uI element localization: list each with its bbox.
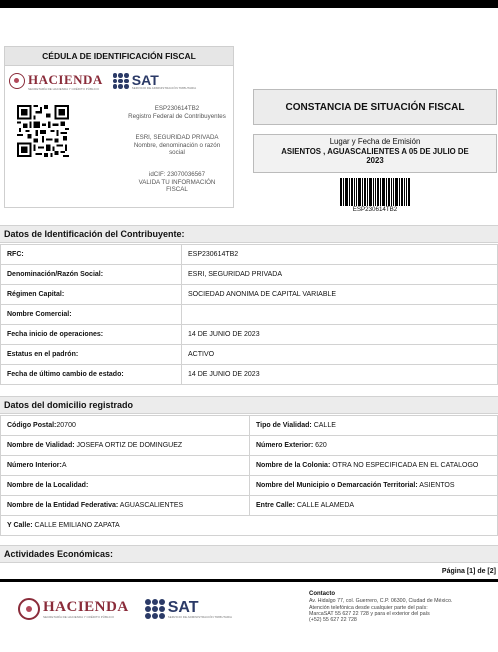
row-value: ESRI, SEGURIDAD PRIVADA: [182, 265, 498, 285]
row-label: Régimen Capital:: [1, 285, 182, 305]
row-label: Fecha de último cambio de estado:: [1, 365, 182, 385]
field-value: CALLE ALAMEDA: [294, 502, 355, 509]
field-value: OTRA NO ESPECIFICADA EN EL CATALOGO: [330, 462, 479, 469]
row-value: 14 DE JUNIO DE 2023: [182, 325, 498, 345]
contact-line: Atención telefónica desde cualquier parte del país:: [309, 604, 428, 611]
table-row: [1, 245, 498, 265]
field-label: Y Calle:: [7, 522, 33, 529]
field-label: Código Postal:: [7, 422, 57, 429]
footer-logos: [18, 598, 232, 620]
cedula-rfc-caption: Registro Federal de Contribuyentes: [128, 112, 226, 120]
identificacion-section-title: Datos de Identificación del Contribuyente:: [0, 225, 498, 243]
lugar-value: ASIENTOS , AGUASCALIENTES A 05 DE JULIO DE: [281, 146, 469, 156]
field-label: Nombre de la Localidad:: [7, 482, 89, 489]
row-label: Denominación/Razón Social:: [1, 265, 182, 285]
contact-line: (+52) 55 627 22 728: [309, 617, 357, 624]
sat-dots-icon: [145, 599, 165, 619]
field-value: ASIENTOS: [417, 482, 455, 489]
table-row: [1, 305, 498, 325]
hacienda-emblem-icon: [18, 598, 40, 620]
footer-contact: [309, 591, 497, 623]
sat-dots-icon: [113, 73, 129, 89]
table-row: [1, 285, 498, 305]
domicilio-table: [0, 415, 498, 536]
row-value: [182, 305, 498, 325]
cedula-title: CÉDULA DE IDENTIFICACIÓN FISCAL: [5, 47, 233, 66]
hacienda-wordmark: HACIENDA: [43, 599, 129, 615]
field-label: Número Interior:: [7, 462, 62, 469]
contact-line: Av. Hidalgo 77, col. Guerrero, C.P. 06300, Ciudad de México.: [309, 598, 453, 605]
field-value: 20700: [56, 422, 76, 429]
table-row: [1, 456, 498, 476]
field-value: CALLE EMILIANO ZAPATA: [32, 522, 120, 529]
sat-logo: [113, 72, 196, 90]
field-value: JOSEFA ORTIZ DE DOMINGUEZ: [74, 442, 183, 449]
cedula-identificacion-fiscal: [4, 46, 234, 208]
hacienda-emblem-icon: [9, 73, 25, 89]
cedula-logos: [9, 71, 229, 91]
table-row: [1, 496, 498, 516]
hacienda-wordmark: HACIENDA: [28, 71, 103, 87]
page-rule: [0, 579, 498, 582]
top-black-bar: [0, 0, 498, 8]
field-value: 620: [313, 442, 327, 449]
barcode-label: ESP230614TB2: [352, 206, 398, 213]
table-row: [1, 516, 498, 536]
table-row: [1, 325, 498, 345]
constancia-title: CONSTANCIA DE SITUACIÓN FISCAL: [253, 89, 497, 125]
cedula-rfc-block: [117, 105, 237, 120]
hacienda-subtitle: SECRETARÍA DE HACIENDA Y CRÉDITO PÚBLICO: [43, 615, 114, 619]
field-label: Nombre del Municipio o Demarcación Territorial:: [256, 482, 418, 489]
page-number: Página [1] de [2]: [441, 568, 496, 575]
field-value: A: [61, 462, 67, 469]
table-row: [1, 476, 498, 496]
footer-hacienda-logo: [18, 598, 129, 620]
sat-subtitle: SERVICIO DE ADMINISTRACIÓN TRIBUTARIA: [167, 615, 233, 619]
footer-sat-logo: [145, 599, 232, 619]
contact-line: MarcaSAT 55 627 22 728 y para el exterior del país: [309, 610, 430, 617]
actividades-section-title: Actividades Económicas:: [0, 545, 498, 563]
cedula-rfc: ESP230614TB2: [154, 105, 200, 112]
table-row: [1, 345, 498, 365]
identificacion-table: [0, 244, 498, 385]
cedula-idcif-block: idCIF: 23070036567 VALIDA TU INFORMACIÓN FISCAL: [117, 171, 237, 194]
contact-title: Contacto: [309, 591, 335, 597]
cedula-name-caption: Nombre, denominación o razón: [133, 141, 221, 149]
lugar-fecha-emision: Lugar y Fecha de Emisión ASIENTOS , AGUASCALIENTES A 05 DE JULIO DE 2023: [253, 134, 497, 173]
hacienda-logo: [9, 72, 103, 91]
field-value: AGUASCALIENTES: [118, 502, 184, 509]
cedula-name-block: ESRI, SEGURIDAD PRIVADA Nombre, denominación o razón social: [117, 134, 237, 157]
table-row: [1, 265, 498, 285]
table-row: [1, 416, 498, 436]
row-label: Nombre Comercial:: [1, 305, 182, 325]
sat-wordmark: SAT: [167, 599, 199, 616]
cedula-idcif: idCIF: 23070036567: [148, 171, 206, 178]
row-label: RFC:: [1, 245, 182, 265]
table-row: [1, 436, 498, 456]
row-value: SOCIEDAD ANONIMA DE CAPITAL VARIABLE: [182, 285, 498, 305]
row-value: 14 DE JUNIO DE 2023: [182, 365, 498, 385]
field-label: Nombre de Vialidad:: [7, 442, 75, 449]
hacienda-subtitle: SECRETARÍA DE HACIENDA Y CRÉDITO PÚBLICO: [28, 86, 99, 91]
row-label: Fecha inicio de operaciones:: [1, 325, 182, 345]
field-label: Número Exterior:: [256, 442, 314, 449]
sat-subtitle: SERVICIO DE ADMINISTRACIÓN TRIBUTARIA: [131, 86, 197, 90]
barcode-icon: [340, 178, 410, 206]
field-value: CALLE: [311, 422, 336, 429]
row-label: Estatus en el padrón:: [1, 345, 182, 365]
domicilio-section-title: Datos del domicilio registrado: [0, 396, 498, 414]
row-value: ESP230614TB2: [182, 245, 498, 265]
table-row: [1, 365, 498, 385]
row-value: ACTIVO: [182, 345, 498, 365]
cedula-validate: VALIDA TU INFORMACIÓN: [138, 178, 216, 186]
field-label: Entre Calle:: [256, 502, 295, 509]
qr-code-icon: [17, 105, 69, 157]
field-label: Nombre de la Entidad Federativa:: [7, 502, 119, 509]
field-label: Tipo de Vialidad:: [256, 422, 312, 429]
cedula-name: ESRI, SEGURIDAD PRIVADA: [135, 134, 219, 141]
field-label: Nombre de la Colonia:: [256, 462, 331, 469]
lugar-label: Lugar y Fecha de Emisión: [329, 137, 421, 146]
sat-wordmark: SAT: [131, 72, 159, 88]
